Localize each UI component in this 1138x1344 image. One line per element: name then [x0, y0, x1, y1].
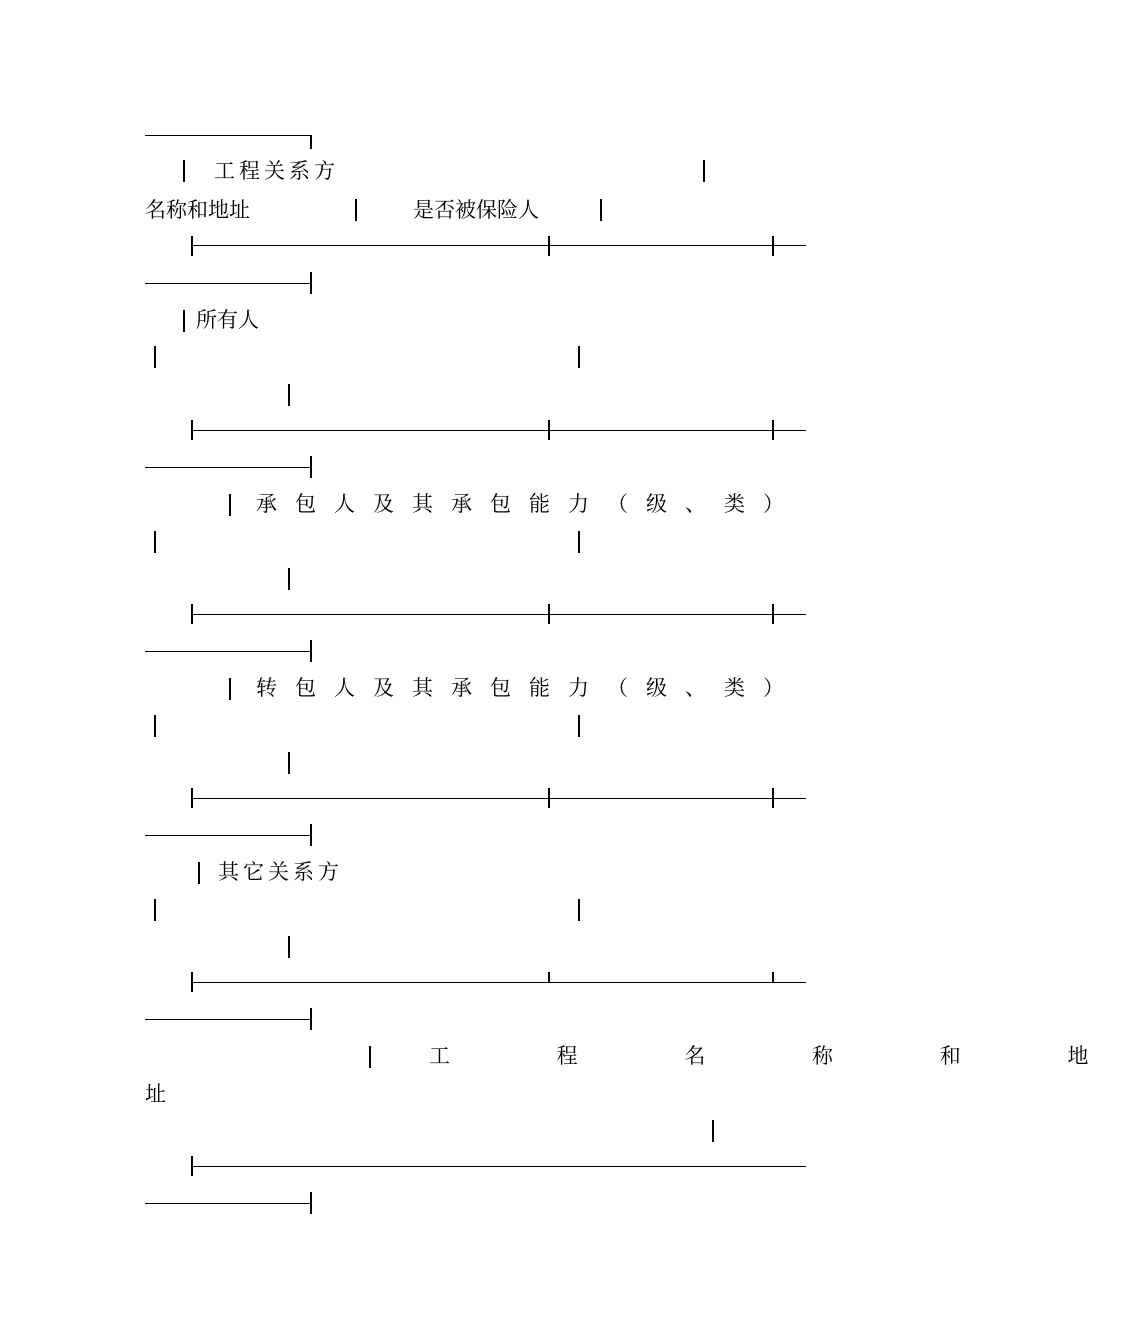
row-separator [192, 1166, 806, 1167]
table-border [191, 972, 193, 992]
table-border [191, 1156, 193, 1176]
table-border [578, 899, 580, 921]
table-border [548, 236, 550, 256]
table-border [183, 310, 185, 332]
row-other-parties-label: 其它关系方 [218, 860, 343, 884]
table-top-rule [145, 135, 311, 136]
row-separator [192, 245, 806, 246]
table-border [288, 936, 290, 958]
table-border [154, 531, 156, 553]
header-name-address: 名称和地址 [145, 198, 250, 222]
table-border [191, 788, 193, 808]
table-border [548, 604, 550, 624]
table-border [288, 384, 290, 406]
table-border [229, 494, 231, 516]
row-separator [192, 798, 806, 799]
table-border [310, 456, 312, 478]
row-separator [192, 430, 806, 431]
table-border [288, 568, 290, 590]
header-parties: 工程关系方 [214, 159, 339, 183]
table-border [369, 1046, 371, 1068]
table-border [310, 824, 312, 846]
table-border [310, 1008, 312, 1030]
table-border [154, 715, 156, 737]
table-border [548, 972, 550, 982]
row-separator [145, 1203, 311, 1204]
row-separator [145, 467, 311, 468]
table-border [154, 346, 156, 368]
table-border [548, 420, 550, 440]
row-separator [145, 283, 311, 284]
row-owner-label: 所有人 [196, 308, 259, 332]
table-border [229, 678, 231, 700]
table-border [600, 199, 602, 221]
table-border [772, 788, 774, 808]
row-contractor-label: 承包人及其承包能力（级、类） [256, 492, 802, 516]
row-separator [192, 982, 806, 983]
table-border [703, 160, 705, 182]
table-border [772, 236, 774, 256]
table-border [772, 420, 774, 440]
table-border [578, 715, 580, 737]
table-border [191, 236, 193, 256]
row-separator [192, 614, 806, 615]
table-border [198, 862, 200, 884]
table-border [712, 1120, 714, 1142]
row-subcontractor-label: 转包人及其承包能力（级、类） [256, 676, 802, 700]
header-insured: 是否被保险人 [413, 198, 539, 222]
table-border [355, 199, 357, 221]
table-border [288, 752, 290, 774]
table-border [154, 899, 156, 921]
table-border [183, 160, 185, 182]
table-border [578, 346, 580, 368]
row-separator [145, 835, 311, 836]
project-name-address-label-wrap: 址 [145, 1082, 166, 1106]
table-border [191, 604, 193, 624]
table-border [772, 972, 774, 982]
project-name-address-label: 工 程 名 称 和 地 [429, 1044, 1138, 1068]
table-border [548, 788, 550, 808]
table-border [310, 272, 312, 294]
table-border [310, 135, 312, 149]
row-separator [145, 651, 311, 652]
table-border [310, 640, 312, 662]
table-border [310, 1192, 312, 1214]
row-separator [145, 1019, 311, 1020]
table-border [578, 531, 580, 553]
table-border [772, 604, 774, 624]
table-border [191, 420, 193, 440]
